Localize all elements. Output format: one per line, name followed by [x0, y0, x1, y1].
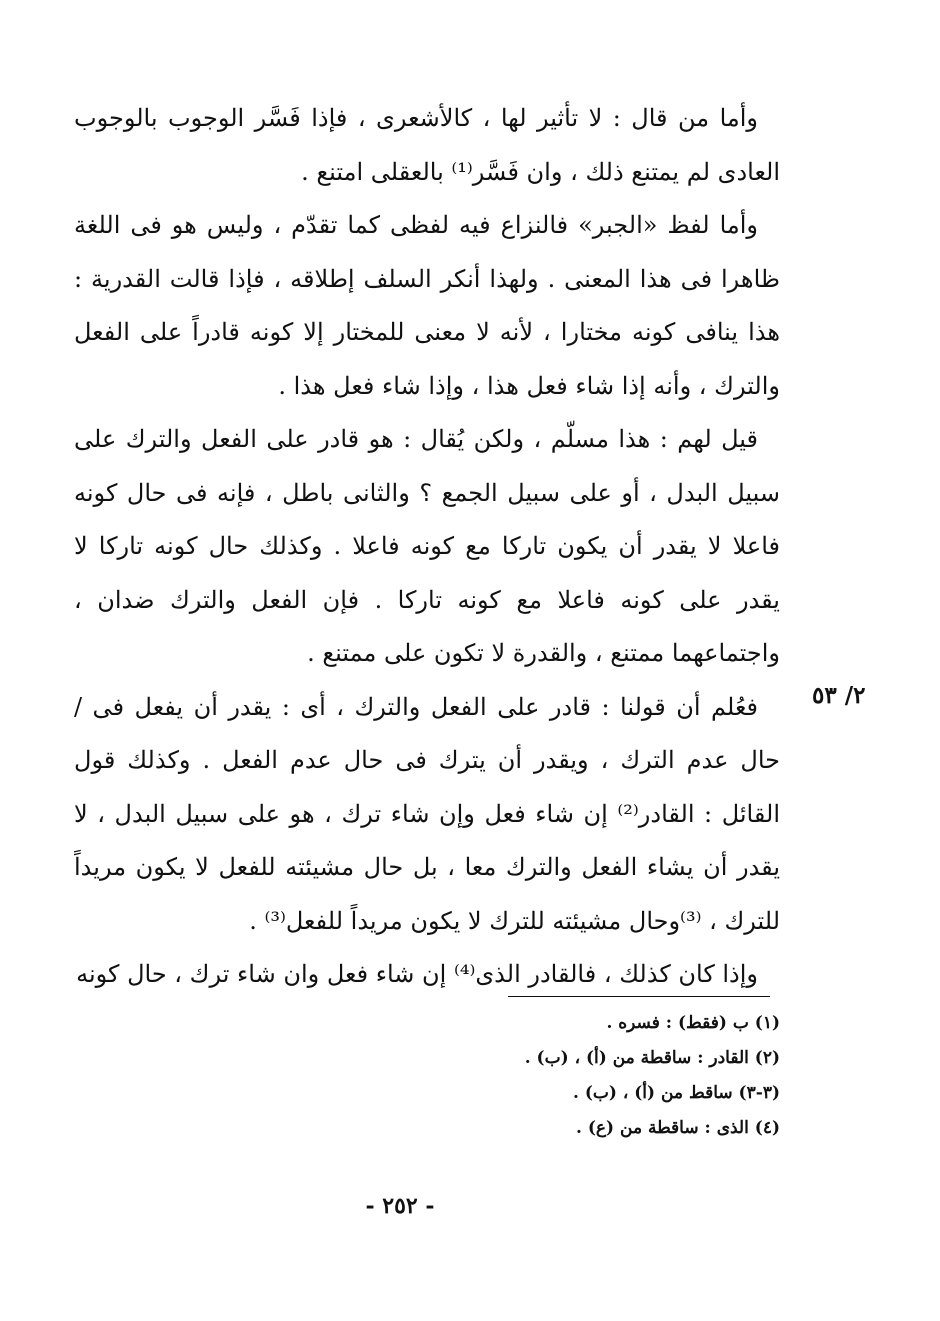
paragraph-4: فعُلم أن قولنا : قادر على الفعل والترك ، أى : يقدر أن يفعل فى / حال عدم الترك ، ويقدر أن يترك فى حال عدم الفعل . وكذلك قول القائل : القادر⁽²⁾ إن شاء فعل وإن شاء ترك ، هو على سبيل البدل ، لا يقدر أن يشاء الفعل والترك معا ، بل حال مشيئته للفعل لا يكون مريداً للترك ، ⁽³⁾وحال مشيئته للترك لا يكون مريداً للفعل⁽³⁾ .: [74, 692, 781, 935]
main-text: [74, 92, 780, 1002]
paragraph-2: وأما لفظ «الجبر» فالنزاع فيه لفظى كما تقدّم ، وليس هو فى اللغة ظاهرا فى هذا المعنى . ولهذا أنكر السلف إطلاقه ، فإذا قالت القدرية : هذا ينافى كونه مختارا ، لأنه لا معنى للمختار إلا كونه قادراً على الفعل والترك ، وأنه إذا شاء فعل هذا ، وإذا شاء فعل هذا .: [74, 211, 780, 400]
footnote-3: (٣-٣) ساقط من (أ) ، (ب) .: [573, 1083, 780, 1103]
footnote-4: (٤) الذى : ساقطة من (ع) .: [576, 1118, 780, 1138]
footnotes: [300, 1008, 780, 1148]
paragraph-5: وإذا كان كذلك ، فالقادر الذى⁽⁴⁾ إن شاء فعل وان شاء ترك ، حال كونه: [76, 960, 758, 988]
footnote-1: (١) ب (فقط) : فسره .: [606, 1013, 780, 1033]
paragraph-1: وأما من قال : لا تأثير لها ، كالأشعرى ، فإذا فَسَّر الوجوب بالوجوب العادى لم يمتنع ذلك ، وان فَسَّر⁽¹⁾ بالعقلى امتنع .: [74, 104, 780, 186]
footnote-2: (٢) القادر : ساقطة من (أ) ، (ب) .: [524, 1048, 780, 1068]
paragraph-3: قيل لهم : هذا مسلّم ، ولكن يُقال : هو قادر على الفعل والترك على سبيل البدل ، أو على سبيل الجمع ؟ والثانى باطل ، فإنه فى حال كونه فاعلا لا يقدر أن يكون تاركا مع كونه فاعلا . وكذلك حال كونه تاركا لا يقدر على كونه فاعلا مع كونه تاركا . فإن الفعل والترك ضدان ، واجتماعهما ممتنع ، والقدرة لا تكون على ممتنع .: [74, 425, 780, 667]
footnote-divider: [508, 996, 770, 997]
page-number: - ٢٥٢ -: [365, 1193, 435, 1219]
margin-reference: ٢/ ٥٣: [812, 682, 866, 709]
